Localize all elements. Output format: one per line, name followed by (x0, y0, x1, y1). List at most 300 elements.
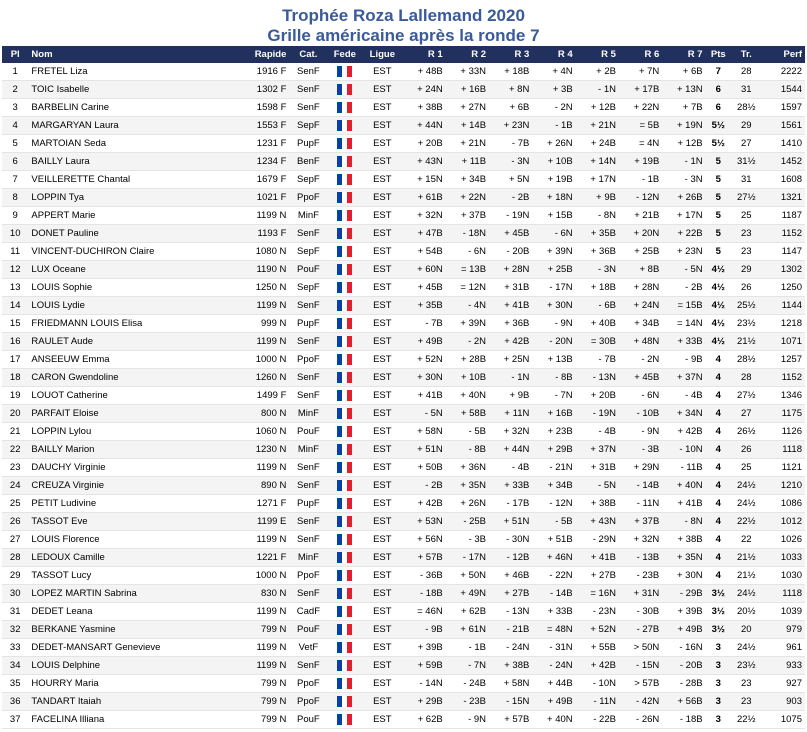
cell-round-5: - 6B (576, 297, 619, 315)
cell-rating: 1250 N (229, 279, 289, 297)
cell-round-1: + 54B (402, 243, 445, 261)
france-flag-icon (337, 354, 352, 365)
cell-round-6: - 1B (619, 171, 662, 189)
cell-federation (327, 99, 362, 117)
cell-place: 7 (2, 171, 28, 189)
cell-name: LOUOT Catherine (28, 387, 229, 405)
cell-tiebreak: 27 (731, 405, 762, 423)
cell-round-5: + 55B (576, 639, 619, 657)
cell-name: APPERT Marie (28, 207, 229, 225)
cell-round-6: + 19B (619, 153, 662, 171)
cell-tiebreak: 21½ (731, 549, 762, 567)
table-row (2, 279, 805, 297)
cell-performance: 1410 (762, 135, 805, 153)
cell-round-1: + 41B (402, 387, 445, 405)
cell-round-1: + 35B (402, 297, 445, 315)
cell-round-7: + 42B (662, 423, 705, 441)
table-row (2, 405, 805, 423)
cell-name: DEDET-MANSART Genevieve (28, 639, 229, 657)
cell-performance: 903 (762, 693, 805, 711)
cell-rating: 1679 F (229, 171, 289, 189)
cell-federation (327, 279, 362, 297)
cell-federation (327, 441, 362, 459)
cell-tiebreak: 26½ (731, 423, 762, 441)
cell-federation (327, 369, 362, 387)
cell-round-4: + 19B (532, 171, 575, 189)
cell-round-2: + 10B (446, 369, 489, 387)
cell-name: TANDART Itaiah (28, 693, 229, 711)
cell-round-7: + 56B (662, 693, 705, 711)
cell-round-2: + 26N (446, 495, 489, 513)
table-row (2, 531, 805, 549)
cell-category: SenF (289, 459, 327, 477)
cell-round-2: - 4N (446, 297, 489, 315)
cell-round-4: - 8B (532, 369, 575, 387)
cell-federation (327, 297, 362, 315)
cell-points: 6 (706, 99, 731, 117)
cell-round-3: + 45B (489, 225, 532, 243)
cell-round-6: - 3B (619, 441, 662, 459)
cell-performance: 1071 (762, 333, 805, 351)
cell-round-5: - 3N (576, 261, 619, 279)
cell-round-3: + 9B (489, 387, 532, 405)
cell-tiebreak: 23 (731, 675, 762, 693)
cell-points: 5 (706, 153, 731, 171)
cell-round-6: + 22N (619, 99, 662, 117)
cell-category: MinF (289, 549, 327, 567)
cell-points: 7 (706, 63, 731, 81)
cell-round-1: + 39B (402, 639, 445, 657)
cell-tiebreak: 27 (731, 135, 762, 153)
cell-category: BenF (289, 153, 327, 171)
cell-round-6: - 10B (619, 405, 662, 423)
cell-tiebreak: 31 (731, 171, 762, 189)
cell-category: MinF (289, 405, 327, 423)
cell-round-2: + 14B (446, 117, 489, 135)
page-title: Trophée Roza Lallemand 2020 (282, 6, 525, 25)
cell-league: EST (362, 135, 402, 153)
cell-points: 4 (706, 441, 731, 459)
cell-rating: 1193 F (229, 225, 289, 243)
cell-league: EST (362, 459, 402, 477)
france-flag-icon (337, 84, 352, 95)
cell-performance: 1152 (762, 369, 805, 387)
cell-tiebreak: 23 (731, 243, 762, 261)
cell-round-6: - 30B (619, 603, 662, 621)
cell-rating: 799 N (229, 693, 289, 711)
cell-round-5: + 20B (576, 387, 619, 405)
cell-category: PupF (289, 495, 327, 513)
cell-place: 32 (2, 621, 28, 639)
cell-points: 4 (706, 351, 731, 369)
cell-category: SenF (289, 531, 327, 549)
france-flag-icon (337, 120, 352, 131)
cell-name: DAUCHY Virginie (28, 459, 229, 477)
cell-points: 4 (706, 549, 731, 567)
cell-round-1: + 24N (402, 81, 445, 99)
cell-name: CREUZA Virginie (28, 477, 229, 495)
cell-round-7: - 4B (662, 387, 705, 405)
cell-round-5: + 12B (576, 99, 619, 117)
cell-league: EST (362, 153, 402, 171)
cell-round-5: + 14N (576, 153, 619, 171)
table-row (2, 387, 805, 405)
table-row (2, 153, 805, 171)
header-round-3: R 3 (489, 46, 532, 63)
cell-round-5: = 16N (576, 585, 619, 603)
cell-round-3: + 41B (489, 297, 532, 315)
cell-round-4: + 4N (532, 63, 575, 81)
cell-category: PouF (289, 621, 327, 639)
cell-round-2: + 16B (446, 81, 489, 99)
cell-round-4: - 24N (532, 657, 575, 675)
cell-tiebreak: 26 (731, 441, 762, 459)
cell-league: EST (362, 639, 402, 657)
cell-round-6: + 17B (619, 81, 662, 99)
cell-league: EST (362, 369, 402, 387)
cell-place: 31 (2, 603, 28, 621)
cell-round-6: - 14B (619, 477, 662, 495)
cell-category: PpoF (289, 675, 327, 693)
table-row (2, 495, 805, 513)
cell-round-4: - 21N (532, 459, 575, 477)
page-subtitle: Grille américaine après la ronde 7 (267, 26, 540, 45)
cell-tiebreak: 28 (731, 63, 762, 81)
cell-points: 3 (706, 693, 731, 711)
france-flag-icon (337, 228, 352, 239)
cell-points: 5 (706, 171, 731, 189)
cell-round-1: + 49B (402, 333, 445, 351)
cell-performance: 1033 (762, 549, 805, 567)
cell-round-4: + 10B (532, 153, 575, 171)
cell-name: LEDOUX Camille (28, 549, 229, 567)
cell-round-7: + 40N (662, 477, 705, 495)
cell-points: 3 (706, 639, 731, 657)
cell-points: 4½ (706, 261, 731, 279)
cell-round-2: + 33N (446, 63, 489, 81)
cell-tiebreak: 24½ (731, 495, 762, 513)
cell-round-4: - 12N (532, 495, 575, 513)
cell-rating: 1199 N (229, 297, 289, 315)
cell-rating: 799 N (229, 621, 289, 639)
cell-tiebreak: 26 (731, 279, 762, 297)
france-flag-icon (337, 192, 352, 203)
cell-performance: 933 (762, 657, 805, 675)
cell-round-1: - 36B (402, 567, 445, 585)
table-row (2, 135, 805, 153)
cell-round-4: + 49B (532, 693, 575, 711)
cell-points: 5½ (706, 135, 731, 153)
cell-round-4: = 48N (532, 621, 575, 639)
cell-tiebreak: 28 (731, 369, 762, 387)
cell-round-3: - 12B (489, 549, 532, 567)
cell-round-4: + 46N (532, 549, 575, 567)
cell-name: BARBELIN Carine (28, 99, 229, 117)
cell-round-6: + 31N (619, 585, 662, 603)
cell-rating: 1234 F (229, 153, 289, 171)
cell-federation (327, 567, 362, 585)
cell-round-2: - 18N (446, 225, 489, 243)
cell-federation (327, 423, 362, 441)
cell-tiebreak: 25 (731, 207, 762, 225)
cell-category: MinF (289, 441, 327, 459)
cell-rating: 1271 F (229, 495, 289, 513)
cell-rating: 1000 N (229, 567, 289, 585)
cell-round-7: - 28B (662, 675, 705, 693)
cell-federation (327, 531, 362, 549)
cell-name: VINCENT-DUCHIRON Claire (28, 243, 229, 261)
cell-federation (327, 639, 362, 657)
cell-category: SenF (289, 81, 327, 99)
cell-points: 4 (706, 423, 731, 441)
cell-round-3: - 7B (489, 135, 532, 153)
cell-category: SenF (289, 99, 327, 117)
cell-round-1: - 14N (402, 675, 445, 693)
cell-round-1: + 57B (402, 549, 445, 567)
cell-points: 4 (706, 531, 731, 549)
cell-round-6: + 34B (619, 315, 662, 333)
header-points: Pts (706, 46, 731, 63)
cell-round-7: + 17N (662, 207, 705, 225)
cell-round-5: + 9B (576, 189, 619, 207)
cell-round-4: + 51B (532, 531, 575, 549)
cell-round-4: + 3B (532, 81, 575, 99)
cell-league: EST (362, 261, 402, 279)
cell-tiebreak: 21½ (731, 567, 762, 585)
cell-round-7: + 41B (662, 495, 705, 513)
cell-round-5: + 41B (576, 549, 619, 567)
cell-round-2: + 35N (446, 477, 489, 495)
cell-performance: 1118 (762, 441, 805, 459)
cell-league: EST (362, 81, 402, 99)
france-flag-icon (337, 660, 352, 671)
cell-league: EST (362, 405, 402, 423)
cell-place: 25 (2, 495, 28, 513)
cell-round-5: + 43N (576, 513, 619, 531)
cell-round-4: + 40N (532, 711, 575, 729)
france-flag-icon (337, 156, 352, 167)
header-name: Nom (28, 46, 229, 63)
cell-round-7: = 14N (662, 315, 705, 333)
cell-round-2: - 1B (446, 639, 489, 657)
cell-league: EST (362, 477, 402, 495)
cell-place: 11 (2, 243, 28, 261)
cell-round-4: - 9N (532, 315, 575, 333)
table-row (2, 585, 805, 603)
header-place: Pl (2, 46, 28, 63)
cell-performance: 1152 (762, 225, 805, 243)
cell-rating: 1199 N (229, 333, 289, 351)
cell-round-5: - 11N (576, 693, 619, 711)
table-row (2, 639, 805, 657)
cell-round-7: - 9B (662, 351, 705, 369)
cell-round-1: + 42B (402, 495, 445, 513)
cell-category: SepF (289, 117, 327, 135)
cell-place: 2 (2, 81, 28, 99)
cell-round-5: - 4B (576, 423, 619, 441)
cell-tiebreak: 25½ (731, 297, 762, 315)
cell-round-7: - 8N (662, 513, 705, 531)
cell-round-1: + 51N (402, 441, 445, 459)
cell-round-5: - 7B (576, 351, 619, 369)
cell-points: 6 (706, 81, 731, 99)
cell-round-1: + 61B (402, 189, 445, 207)
cell-round-6: + 37B (619, 513, 662, 531)
cell-place: 19 (2, 387, 28, 405)
cell-tiebreak: 24½ (731, 585, 762, 603)
cell-federation (327, 153, 362, 171)
cell-name: FACELINA Illiana (28, 711, 229, 729)
cell-tiebreak: 23½ (731, 657, 762, 675)
cell-tiebreak: 24½ (731, 639, 762, 657)
cell-league: EST (362, 297, 402, 315)
table-row (2, 549, 805, 567)
cell-category: PupF (289, 315, 327, 333)
cell-round-2: + 39N (446, 315, 489, 333)
cell-round-7: + 39B (662, 603, 705, 621)
cell-name: ANSEEUW Emma (28, 351, 229, 369)
cell-round-2: + 37B (446, 207, 489, 225)
cell-name: LOPPIN Lylou (28, 423, 229, 441)
table-row (2, 261, 805, 279)
cell-round-3: - 15N (489, 693, 532, 711)
cell-league: EST (362, 621, 402, 639)
cell-name: DONET Pauline (28, 225, 229, 243)
cell-round-5: + 37N (576, 441, 619, 459)
header-round-1: R 1 (402, 46, 445, 63)
cell-round-3: + 51N (489, 513, 532, 531)
table-row (2, 513, 805, 531)
cell-category: SenF (289, 387, 327, 405)
cell-rating: 1221 F (229, 549, 289, 567)
cell-round-1: + 30N (402, 369, 445, 387)
cell-points: 4 (706, 387, 731, 405)
cell-round-6: - 12N (619, 189, 662, 207)
cell-points: 3½ (706, 585, 731, 603)
cell-performance: 1126 (762, 423, 805, 441)
cell-round-7: + 12B (662, 135, 705, 153)
cell-tiebreak: 25 (731, 459, 762, 477)
cell-round-3: + 23N (489, 117, 532, 135)
cell-round-7: + 22B (662, 225, 705, 243)
cell-federation (327, 261, 362, 279)
cell-federation (327, 621, 362, 639)
header-round-4: R 4 (532, 46, 575, 63)
cell-tiebreak: 27½ (731, 189, 762, 207)
cell-federation (327, 225, 362, 243)
cell-tiebreak: 20 (731, 621, 762, 639)
cell-round-6: - 11N (619, 495, 662, 513)
cell-rating: 890 N (229, 477, 289, 495)
cell-round-2: + 34B (446, 171, 489, 189)
cell-round-1: = 46N (402, 603, 445, 621)
cell-round-4: + 30N (532, 297, 575, 315)
cell-round-1: + 58N (402, 423, 445, 441)
cell-category: PpoF (289, 693, 327, 711)
cell-tiebreak: 22 (731, 531, 762, 549)
table-row (2, 117, 805, 135)
cell-rating: 830 N (229, 585, 289, 603)
cell-name: LOUIS Lydie (28, 297, 229, 315)
cell-name: PETIT Ludivine (28, 495, 229, 513)
cell-federation (327, 657, 362, 675)
cell-federation (327, 495, 362, 513)
cell-rating: 1199 E (229, 513, 289, 531)
cell-place: 6 (2, 153, 28, 171)
cell-performance: 961 (762, 639, 805, 657)
cell-place: 4 (2, 117, 28, 135)
cell-federation (327, 351, 362, 369)
cell-points: 5 (706, 225, 731, 243)
cell-round-5: + 24B (576, 135, 619, 153)
cell-round-3: - 1N (489, 369, 532, 387)
table-row (2, 297, 805, 315)
cell-round-7: + 38B (662, 531, 705, 549)
cell-league: EST (362, 387, 402, 405)
cell-round-3: + 38B (489, 657, 532, 675)
cell-performance: 1026 (762, 531, 805, 549)
cell-place: 35 (2, 675, 28, 693)
cell-round-4: + 15B (532, 207, 575, 225)
cell-rating: 1199 N (229, 657, 289, 675)
cell-points: 5 (706, 243, 731, 261)
cell-round-1: + 45B (402, 279, 445, 297)
france-flag-icon (337, 246, 352, 257)
cell-federation (327, 207, 362, 225)
cell-rating: 800 N (229, 405, 289, 423)
cell-round-5: + 27B (576, 567, 619, 585)
cell-round-5: - 5N (576, 477, 619, 495)
cell-points: 4 (706, 477, 731, 495)
cell-round-7: + 34N (662, 405, 705, 423)
cell-round-4: + 33B (532, 603, 575, 621)
cell-rating: 1080 N (229, 243, 289, 261)
cell-round-3: + 33B (489, 477, 532, 495)
cell-place: 16 (2, 333, 28, 351)
cell-category: PupF (289, 135, 327, 153)
table-row (2, 603, 805, 621)
cell-round-6: + 7N (619, 63, 662, 81)
cell-tiebreak: 22½ (731, 513, 762, 531)
cell-performance: 1452 (762, 153, 805, 171)
cell-round-3: + 25N (489, 351, 532, 369)
cell-performance: 1175 (762, 405, 805, 423)
header-federation: Fede (327, 46, 362, 63)
cell-round-7: - 1N (662, 153, 705, 171)
cell-place: 28 (2, 549, 28, 567)
cell-performance: 1012 (762, 513, 805, 531)
cell-round-5: = 30B (576, 333, 619, 351)
france-flag-icon (337, 408, 352, 419)
cell-round-3: - 19N (489, 207, 532, 225)
cell-round-7: - 18B (662, 711, 705, 729)
cell-federation (327, 315, 362, 333)
cell-performance: 927 (762, 675, 805, 693)
cell-round-1: + 29B (402, 693, 445, 711)
france-flag-icon (337, 534, 352, 545)
cell-performance: 1030 (762, 567, 805, 585)
cell-place: 1 (2, 63, 28, 81)
cell-round-6: = 4N (619, 135, 662, 153)
cell-performance: 1187 (762, 207, 805, 225)
cell-rating: 1598 F (229, 99, 289, 117)
cell-federation (327, 459, 362, 477)
table-row (2, 369, 805, 387)
cell-round-7: + 33B (662, 333, 705, 351)
header-category: Cat. (289, 46, 327, 63)
cell-round-5: - 10N (576, 675, 619, 693)
cell-round-5: + 21N (576, 117, 619, 135)
